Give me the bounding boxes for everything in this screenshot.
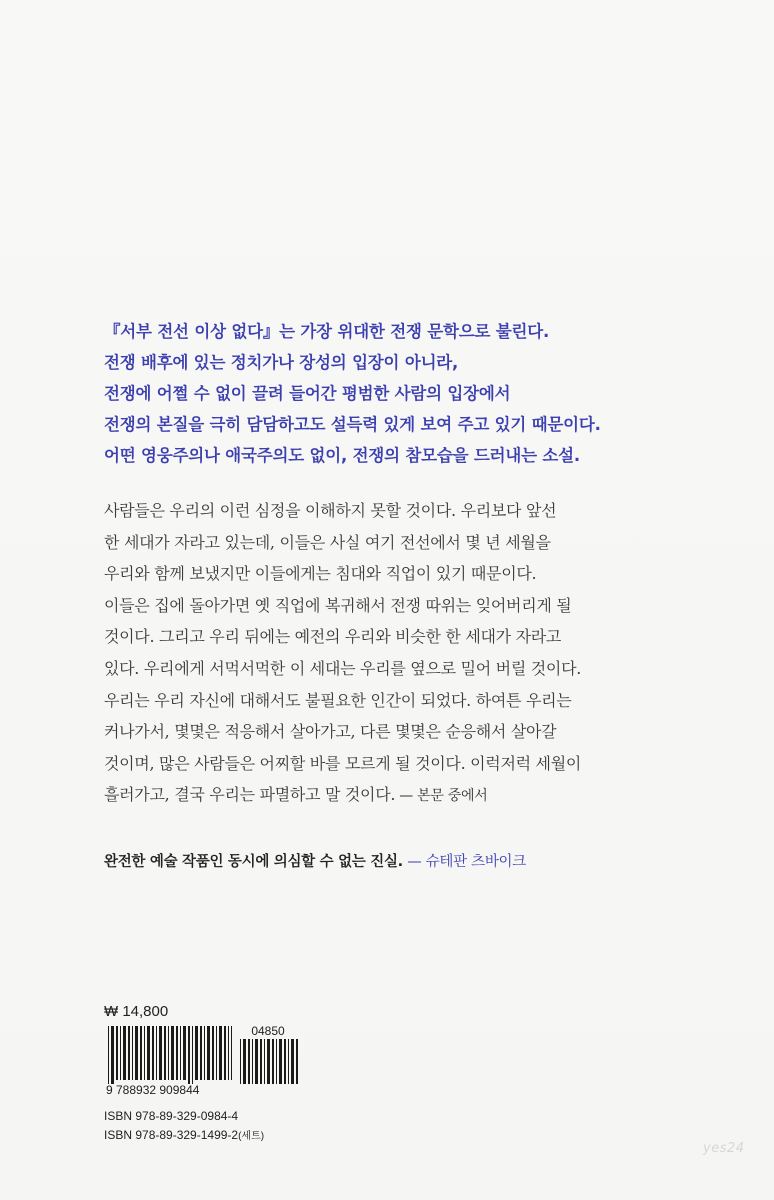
excerpt-block [104,495,724,813]
barcode-bar [152,1026,154,1080]
barcode-bar [176,1026,178,1080]
barcode-bar [204,1026,205,1080]
price: ₩ 14,800 [104,1003,169,1020]
barcode-bar [260,1039,262,1084]
barcode-bar [243,1039,246,1084]
barcode-image [104,1024,304,1096]
quote-text: 완전한 예술 작품인 동시에 의심할 수 없는 진실. [104,854,403,870]
barcode-bar [284,1039,286,1084]
barcode-bar [147,1026,150,1080]
barcode-bar [212,1026,214,1080]
barcode-bar [128,1026,130,1080]
barcode-bar [219,1026,222,1080]
excerpt-line: 것이며, 많은 사람들은 어찌할 바를 모르게 될 것이다. 이럭저럭 세월이 [104,753,582,773]
excerpt-line: 우리와 함께 보냈지만 이들에게는 침대와 직업이 있기 때문이다. [104,564,537,584]
barcode-bar [291,1039,294,1084]
barcode-bar [132,1026,133,1080]
excerpt-line: 있다. 우리에게 서먹서먹한 이 세대는 우리를 옆으로 밀어 버릴 것이다. [104,658,582,678]
barcode-bar [272,1039,274,1084]
barcode-bar [255,1039,258,1084]
barcode-bar [159,1026,162,1080]
excerpt-line: 커나가서, 몇몇은 적응해서 살아가고, 다른 몇몇은 순응해서 살아갈 [104,722,557,742]
barcode-digits: 9 788932 909844 [106,1083,200,1096]
barcode-bar [108,1026,109,1084]
barcode-bar [188,1026,190,1084]
barcode-bar [168,1026,169,1080]
barcode-bar [252,1039,253,1084]
excerpt-last-line [104,779,724,813]
quote-author: — 슈테판 츠바이크 [402,854,526,870]
barcode-bar [164,1026,166,1080]
barcode-bar [135,1026,138,1080]
barcode-bar [123,1026,126,1080]
barcode-bar [140,1026,142,1080]
isbn-line: ISBN 978-89-329-0984-4 [104,1109,239,1123]
headline-block [104,316,744,471]
headline-line: 전쟁에 어쩔 수 없이 끌려 들어간 평범한 사람의 입장에서 [104,384,511,403]
isbn-block [104,1107,264,1146]
isbn-line: ISBN 978-89-329-1499-2 [104,1128,239,1142]
isbn-set-line [104,1126,264,1146]
barcode-bar [276,1039,277,1084]
barcode-bar [228,1026,229,1080]
barcode-bar [224,1026,226,1080]
excerpt-line: 한 세대가 자라고 있는데, 이들은 사실 여기 전선에서 몇 년 세월을 [104,532,551,552]
isbn-set-label: (세트) [238,1131,265,1142]
barcode-bar [111,1026,114,1084]
barcode-bar [296,1039,298,1084]
barcode-addon-bars [240,1039,298,1084]
barcode-bar [216,1026,217,1080]
barcode-bar [200,1026,202,1080]
barcode-bar [231,1026,232,1080]
excerpt-line: 이들은 집에 돌아가면 옛 직업에 복귀해서 전쟁 따위는 잊어버리게 될 [104,595,572,615]
barcode-bar [279,1039,282,1084]
barcode-main-bars [108,1026,232,1084]
barcode-bar [240,1039,241,1084]
barcode-bar [116,1026,118,1080]
headline-line: 전쟁 배후에 있는 정치가나 장성의 입장이 아니라, [104,353,459,372]
barcode-bar [192,1026,193,1084]
excerpt-line: 흘러가고, 결국 우리는 파멸하고 말 것이다. [104,785,396,805]
review-quote [104,850,526,871]
excerpt-line: 우리는 우리 자신에 대해서도 불필요한 인간이 되었다. 하여튼 우리는 [104,690,572,710]
barcode-bar [144,1026,145,1080]
barcode-bar [180,1026,181,1080]
barcode-bar [195,1026,198,1080]
barcode-bar [120,1026,121,1080]
headline-line: 전쟁의 본질을 극히 담담하고도 설득력 있게 보여 주고 있기 때문이다. [104,415,601,434]
barcode-bar [288,1039,289,1084]
barcode-bar [156,1026,157,1080]
watermark: yes24 [703,1141,745,1156]
barcode-bar [183,1026,186,1080]
barcode [104,1024,304,1096]
barcode-bar [267,1039,270,1084]
barcode-bar [248,1039,250,1084]
barcode-addon-digits: 04850 [251,1024,285,1038]
excerpt-source: — 본문 중에서 [395,788,488,805]
barcode-bar [264,1039,265,1084]
barcode-bar [171,1026,174,1080]
excerpt-line: 것이다. 그리고 우리 뒤에는 예전의 우리와 비슷한 한 세대가 자라고 [104,627,562,647]
barcode-bar [207,1026,210,1080]
headline-line: 어떤 영웅주의나 애국주의도 없이, 전쟁의 참모습을 드러내는 소설. [104,446,580,465]
headline-line: 『서부 전선 이상 없다』는 가장 위대한 전쟁 문학으로 불린다. [104,322,550,341]
excerpt-line: 사람들은 우리의 이런 심정을 이해하지 못할 것이다. 우리보다 앞선 [104,501,557,520]
